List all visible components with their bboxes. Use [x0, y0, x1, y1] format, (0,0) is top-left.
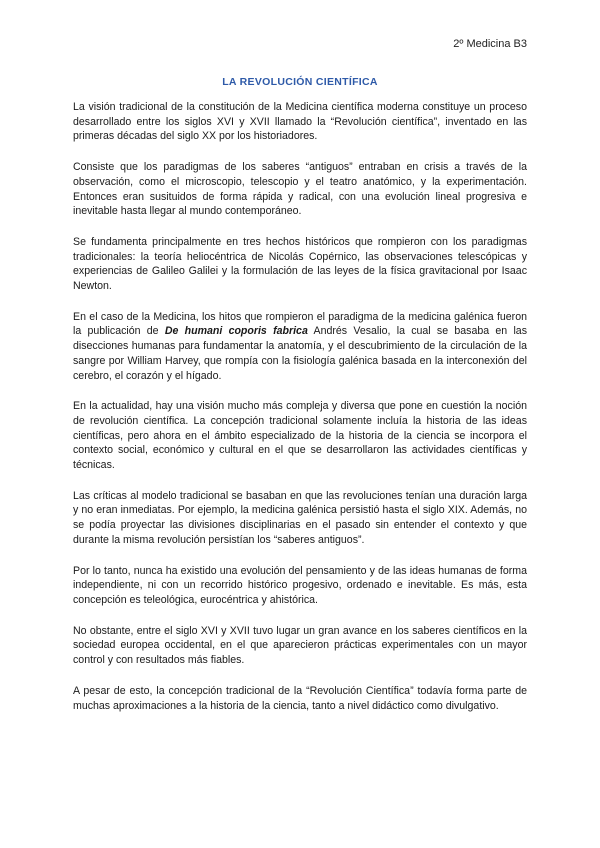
paragraph-4 [73, 310, 527, 384]
course-label: 2º Medicina B3 [453, 38, 527, 50]
paragraph-4-end: Andrés Vesalio, la cual se basaba en las disecciones humanas para fundamentar la anatomía, y el descubrimiento de la circulación de la sangre por William Harvey, que rompía con la fisiología galénica basada en la interconexión del cerebro, el corazón y el hígado. [73, 325, 527, 382]
paragraph-3: Se fundamenta principalmente en tres hechos históricos que rompieron con los paradigmas tradicionales: la teoría heliocéntrica de Nicolás Copérnico, las observaciones telescópicas y experiencias de Galileo Galilei y la formulación de las leyes de la física gravitacional por Isaac Newton. [73, 235, 527, 293]
document-body [73, 100, 527, 729]
paragraph-6: Las críticas al modelo tradicional se basaban en que las revoluciones tenían una duración larga y no eran inmediatas. Por ejemplo, la medicina galénica persistió hasta el siglo XIX. Además, no se podía proyectar las divisiones disciplinarias en el pasado sin entender el contexto y que durante la misma revolución persistían los “saberes antiguos”. [73, 489, 527, 546]
paragraph-1: La visión tradicional de la constitución de la Medicina científica moderna constituye un proceso desarrollado entre los siglos XVI y XVII llamado la “Revolución científica”, inventado en las primeras décadas del siglo XX por los historiadores. [73, 101, 527, 143]
book-title-italic: De humani coporis fabrica [164, 325, 308, 338]
paragraph-4-start: En el caso de la Medicina, los hitos que rompieron el paradigma de la medicina galénica fueron la publicación de [73, 310, 527, 338]
document-title: LA REVOLUCIÓN CIENTÍFICA [222, 76, 378, 88]
paragraph-7: Por lo tanto, nunca ha existido una evolución del pensamiento y de las ideas humanas de forma independiente, ni con un recorrido histórico progesivo, ordenado e inevitable. Es más, esta concepción es teleológica, eurocéntrica y ahistórica. [73, 564, 527, 606]
paragraph-5: En la actualidad, hay una visión mucho más compleja y diversa que pone en cuestión la noción de revolución científica. La concepción tradicional solamente incluía la historia de las ideas científicas, pero ahora en el ámbito especializado de la historia de la ciencia se incorpora el contexto social, económico y cultural en el que se desarrollaron las actividades científicas y técnicas. [73, 400, 527, 472]
paragraph-8: No obstante, entre el siglo XVI y XVII tuvo lugar un gran avance en los saberes científicos en la sociedad europea occidental, en el que aparecieron prácticas experimentales con un mayor control y con resultados más fiables. [73, 624, 527, 667]
paragraph-9: A pesar de esto, la concepción tradicional de la “Revolución Científica” todavía forma parte de muchas aproximaciones a la historia de la ciencia, tanto a nivel didáctico como divulgativo. [73, 684, 527, 712]
paragraph-2: Consiste que los paradigmas de los saberes “antiguos” entraban en crisis a través de la observación, como el microscopio, telescopio y el teatro anatómico, y la experimentación. Entonces eran susituidos de forma rápida y radical, con una evolución lineal progresiva e inevitable hasta llegar al mundo contemporáneo. [73, 161, 527, 218]
